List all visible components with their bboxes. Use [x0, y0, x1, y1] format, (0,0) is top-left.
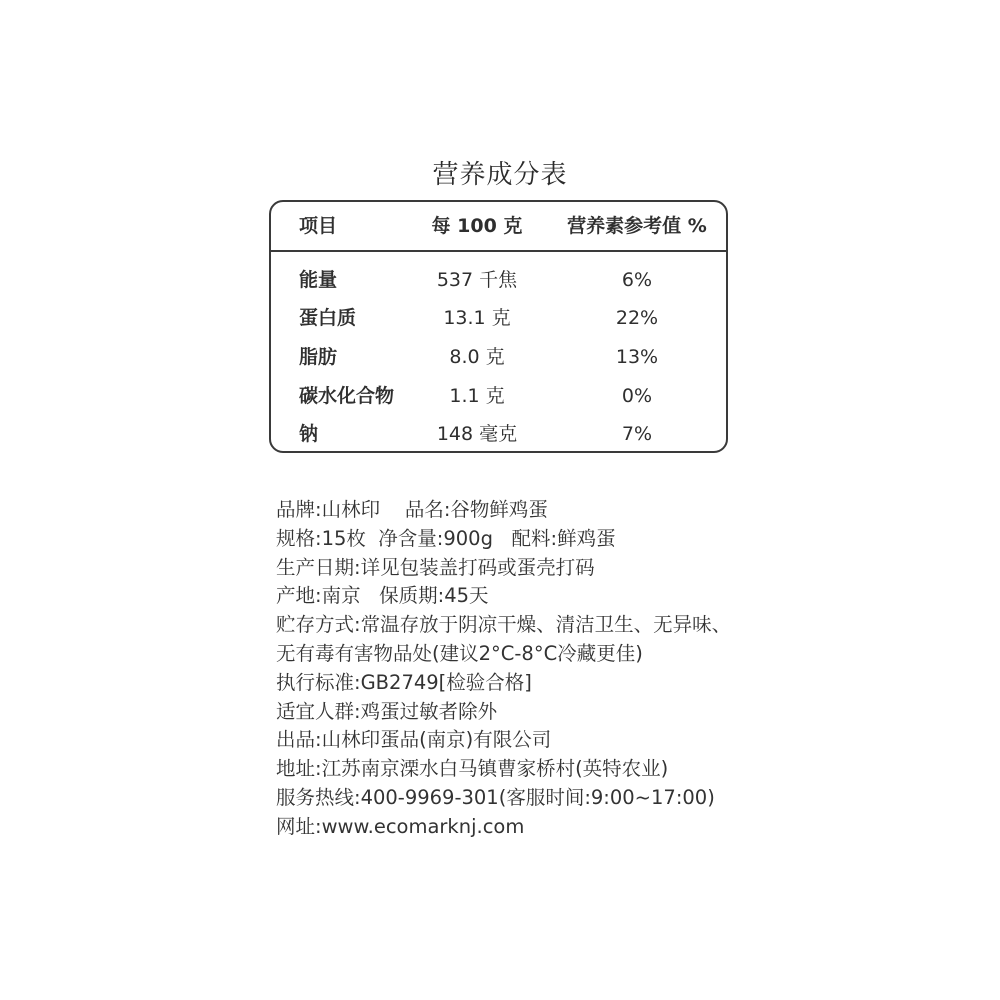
- row-nrv: 22%: [615, 307, 659, 329]
- info-production-date: 生产日期:详见包装盖打码或蛋壳打码: [276, 555, 595, 579]
- row-amount: 148 毫克: [436, 423, 518, 445]
- info-origin-shelf-life: 产地:南京 保质期:45天: [276, 584, 489, 608]
- info-producer: 出品:山林印蛋品(南京)有限公司: [276, 728, 552, 752]
- row-nrv: 0%: [621, 385, 653, 407]
- table-row: [271, 377, 726, 415]
- info-suitable-people: 适宜人群:鸡蛋过敏者除外: [276, 699, 498, 723]
- row-item: 脂肪: [299, 346, 338, 368]
- nutrition-table-title: 营养成分表: [432, 160, 568, 190]
- info-website: 网址:www.ecomarknj.com: [276, 814, 525, 838]
- nutrition-table: [269, 200, 728, 453]
- row-nrv: 7%: [621, 423, 653, 445]
- row-amount: 8.0 克: [449, 346, 505, 368]
- table-row: [271, 415, 726, 453]
- table-row: [271, 338, 726, 376]
- row-item: 碳水化合物: [299, 385, 395, 407]
- row-amount: 1.1 克: [449, 385, 505, 407]
- info-storage-line2: 无有毒有害物品处(建议2°C-8°C冷藏更佳): [276, 641, 643, 665]
- info-hotline: 服务热线:400-9969-301(客服时间:9:00~17:00): [276, 785, 715, 809]
- product-info: [276, 496, 976, 842]
- table-header: [271, 202, 726, 252]
- header-per-100g: 每 100 克: [431, 215, 523, 237]
- row-item: 钠: [299, 423, 319, 445]
- row-amount: 537 千焦: [436, 269, 518, 291]
- row-item: 能量: [299, 269, 338, 291]
- header-item: 项目: [299, 215, 338, 237]
- table-row: [271, 261, 726, 299]
- info-brand-name: 品牌:山林印 品名:谷物鲜鸡蛋: [276, 498, 548, 521]
- table-row: [271, 299, 726, 337]
- header-nrv: 营养素参考值 %: [567, 215, 707, 237]
- row-item: 蛋白质: [299, 307, 357, 329]
- info-address: 地址:江苏南京溧水白马镇曹家桥村(英特农业): [276, 757, 669, 781]
- row-nrv: 13%: [615, 346, 659, 368]
- row-nrv: 6%: [621, 269, 653, 291]
- row-amount: 13.1 克: [443, 307, 511, 329]
- info-standard: 执行标准:GB2749[检验合格]: [276, 670, 532, 694]
- info-storage-line1: 贮存方式:常温存放于阴凉干燥、清洁卫生、无异味、: [276, 613, 732, 637]
- info-spec-weight-ingredients: 规格:15枚 净含量:900g 配料:鲜鸡蛋: [276, 526, 616, 550]
